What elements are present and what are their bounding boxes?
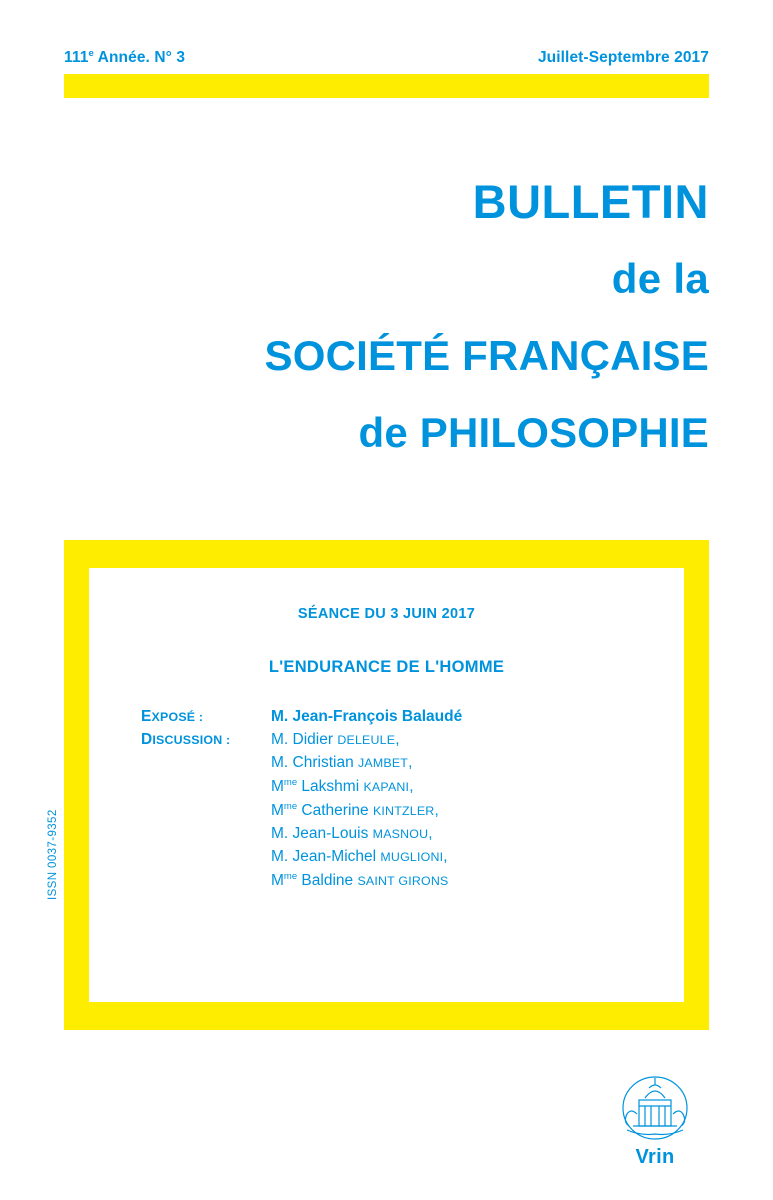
publisher-logo xyxy=(600,1068,710,1169)
issue-number: 111e Année. N° 3 xyxy=(64,48,186,67)
session-panel xyxy=(64,540,709,1030)
list-item: $M^{me}$ Baldine SAINT GIRONS xyxy=(271,871,449,890)
page-title xyxy=(64,175,709,456)
list-item: M. Didier DELEULE, xyxy=(271,731,400,748)
list-item: M. Christian JAMBET, xyxy=(271,754,413,771)
title-line-societe: SOCIÉTÉ FRANÇAISE xyxy=(264,332,709,379)
issue-header xyxy=(64,48,709,67)
issue-ordinal-suffix: e xyxy=(88,48,94,59)
vrin-building-icon xyxy=(609,1068,701,1142)
issue-date: Juillet-Septembre 2017 xyxy=(537,49,709,67)
expose-speaker-name: M. Jean-François Balaudé xyxy=(271,708,463,725)
list-item: $M^{me}$ Catherine KINTZLER, xyxy=(271,801,439,820)
expose-row xyxy=(141,708,664,726)
list-item: M. Jean-Louis MASNOU, xyxy=(271,825,433,843)
session-date: SÉANCE DU 3 JUIN 2017 xyxy=(297,606,476,622)
title-line-dela: de la xyxy=(611,255,709,302)
list-item: $M^{me}$ Lakshmi KAPANI, xyxy=(271,777,414,796)
session-panel-inner xyxy=(89,568,684,1002)
title-line-philosophie: de PHILOSOPHIE xyxy=(358,409,709,456)
list-item: M. Jean-Michel MUGLIONI, xyxy=(271,848,448,866)
issn-label: ISSN 0037-9352 xyxy=(47,809,59,900)
discussion-row xyxy=(141,731,664,749)
header-yellow-bar xyxy=(64,74,709,98)
participants-list xyxy=(141,708,664,895)
discussion-label: DISCUSSION : xyxy=(141,731,231,748)
session-title: L'ENDURANCE DE L'HOMME xyxy=(268,658,505,676)
publisher-name: Vrin xyxy=(635,1146,675,1168)
expose-label: EXPOSÉ : xyxy=(141,708,204,725)
title-line-bulletin: BULLETIN xyxy=(472,175,709,228)
